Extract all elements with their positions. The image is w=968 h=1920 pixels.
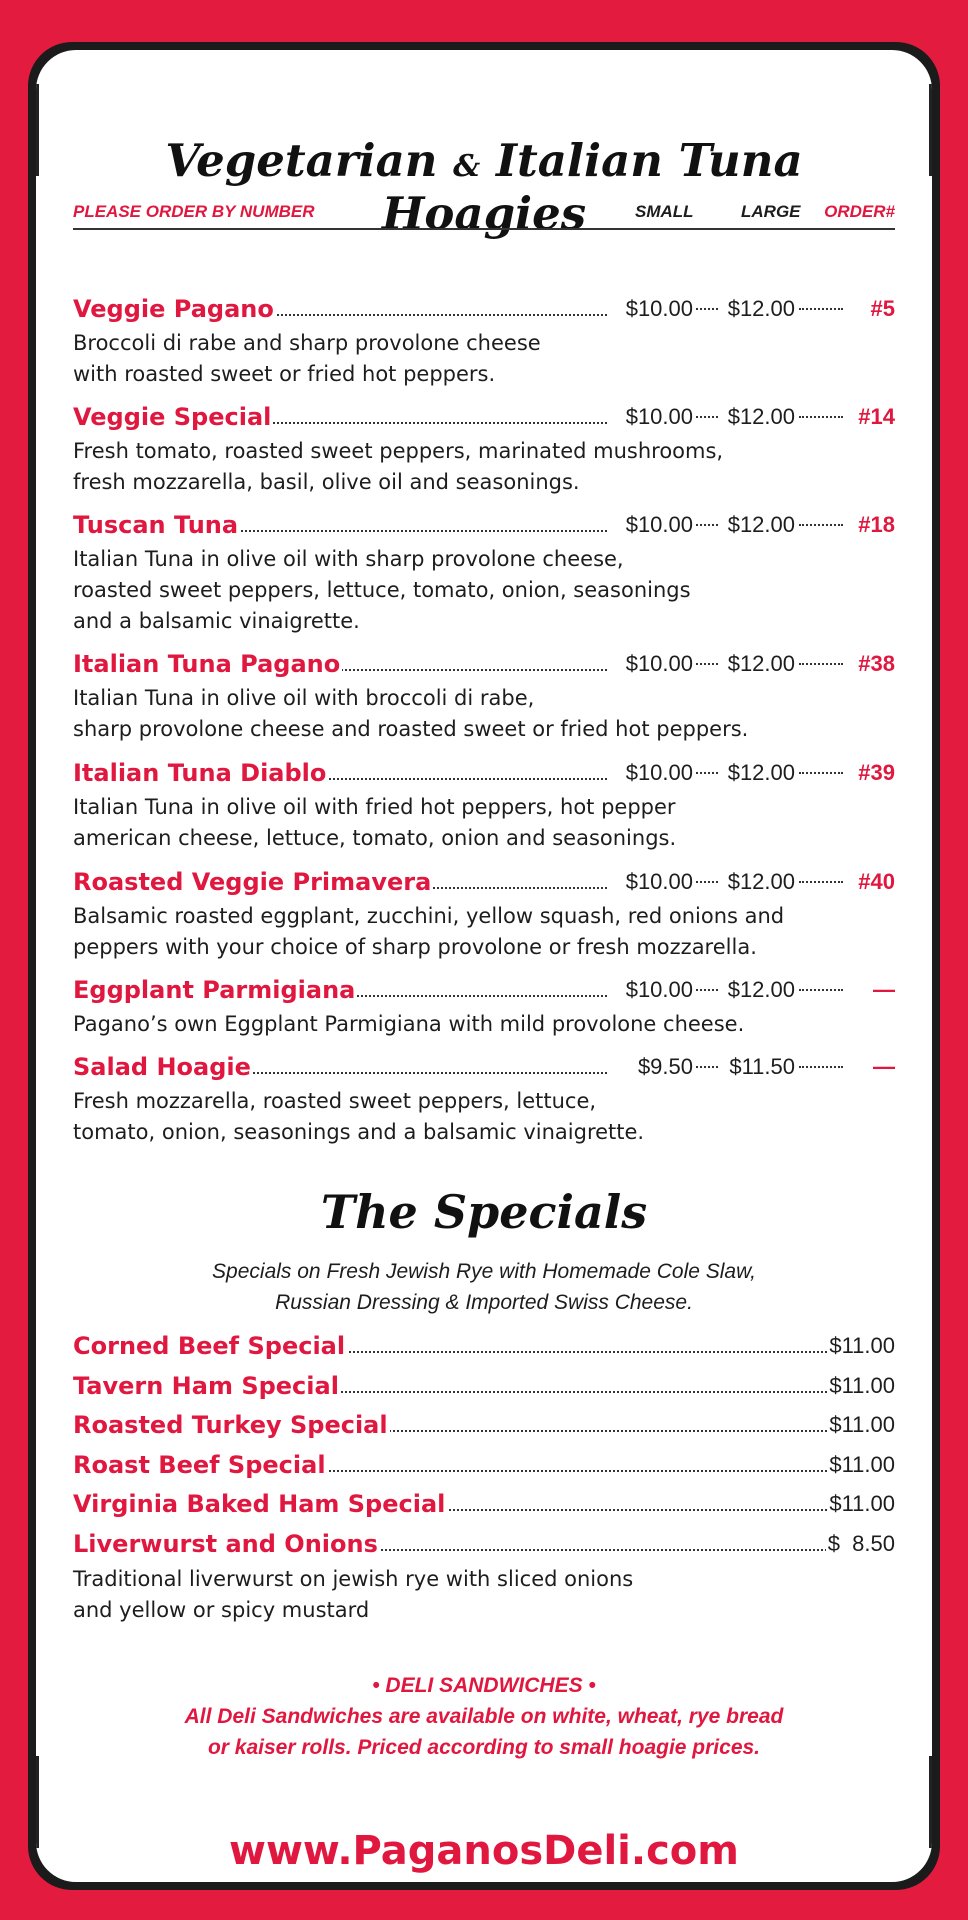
menu-item — [73, 756, 895, 854]
special-item-price: $11.00 — [827, 1408, 895, 1442]
menu-item-row — [73, 508, 895, 542]
menu-item — [73, 1050, 895, 1148]
special-item-name: Roast Beef Special — [73, 1448, 328, 1482]
price-small: $10.00 — [625, 512, 693, 537]
dot-leader — [799, 663, 843, 665]
special-item — [73, 1329, 895, 1363]
menu-item — [73, 973, 895, 1040]
column-small: SMALL — [635, 202, 694, 221]
menu-item-prices — [609, 292, 895, 326]
price-large: $12.00 — [727, 512, 795, 537]
price-small: $10.00 — [625, 296, 693, 321]
order-number: #40 — [858, 869, 895, 894]
dot-leader — [696, 663, 718, 665]
special-item-price: $11.00 — [827, 1448, 895, 1482]
frame-rule-left-bottom — [36, 1756, 39, 1848]
special-item-name: Liverwurst and Onions — [73, 1527, 380, 1561]
menu-item-row — [73, 292, 895, 326]
menu-item-row — [73, 973, 895, 1007]
menu-item-description: Italian Tuna in olive oil with broccoli di rabe, sharp provolone cheese and roasted sweet or fried hot peppers. — [73, 686, 749, 741]
price-large: $12.00 — [727, 296, 795, 321]
frame-rule-right-bottom — [929, 1756, 932, 1848]
dot-leader — [696, 524, 718, 526]
column-header — [73, 202, 895, 230]
special-item-name: Roasted Turkey Special — [73, 1408, 390, 1442]
special-item — [73, 1448, 895, 1482]
price-small: $10.00 — [625, 977, 693, 1002]
menu-item-name: Italian Tuna Pagano — [73, 647, 342, 681]
menu-item-prices — [609, 647, 895, 681]
price-small: $10.00 — [625, 651, 693, 676]
title-part2: Italian Tuna Hoagies — [381, 134, 803, 240]
dot-leader — [696, 772, 718, 774]
specials-subtitle: Specials on Fresh Jewish Rye with Homemade Cole Slaw, Russian Dressing & Imported Swiss Cheese. — [212, 1260, 756, 1314]
special-item-price: $ 8.50 — [826, 1527, 895, 1561]
menu-item-name: Salad Hoagie — [73, 1050, 253, 1084]
order-number: #39 — [858, 760, 895, 785]
menu-item-description: Pagano’s own Eggplant Parmigiana with mild provolone cheese. — [73, 1012, 745, 1036]
menu-item-name: Tuscan Tuna — [73, 508, 240, 542]
dot-leader — [799, 308, 843, 310]
frame-rule-right-top — [929, 84, 932, 176]
menu-card — [36, 50, 932, 1882]
menu-item-description: Fresh tomato, roasted sweet peppers, marinated mushrooms, fresh mozzarella, basil, olive oil and seasonings. — [73, 439, 724, 494]
special-item — [73, 1408, 895, 1442]
deli-text: All Deli Sandwiches are available on white, wheat, rye bread or kaiser rolls. Priced according to small hoagie prices. — [184, 1705, 784, 1759]
order-number: #38 — [858, 651, 895, 676]
special-item-name: Virginia Baked Ham Special — [73, 1487, 447, 1521]
section-title-specials: The Specials — [320, 1185, 648, 1239]
dot-leader — [696, 308, 718, 310]
menu-item-prices — [609, 865, 895, 899]
dot-leader — [696, 416, 718, 418]
menu-item-description: Fresh mozzarella, roasted sweet peppers, lettuce, tomato, onion, seasonings and a balsamic vinaigrette. — [73, 1089, 645, 1144]
price-large: $11.50 — [729, 1054, 795, 1079]
order-number: #5 — [870, 296, 895, 321]
price-large: $12.00 — [727, 651, 795, 676]
menu-item-name: Roasted Veggie Primavera — [73, 865, 433, 899]
liverwurst-description: Traditional liverwurst on jewish rye with sliced onions and yellow or spicy mustard — [73, 1567, 634, 1622]
column-order: ORDER# — [824, 202, 895, 221]
dot-leader — [799, 772, 843, 774]
menu-item-name: Italian Tuna Diablo — [73, 756, 328, 790]
price-large: $12.00 — [727, 869, 795, 894]
menu-item — [73, 508, 895, 637]
special-item-name: Tavern Ham Special — [73, 1369, 341, 1403]
menu-item-row — [73, 1050, 895, 1084]
menu-item-name: Veggie Pagano — [73, 292, 276, 326]
menu-item-prices — [609, 973, 895, 1007]
special-item-price: $11.00 — [827, 1487, 895, 1521]
menu-item — [73, 292, 895, 390]
menu-item-row — [73, 756, 895, 790]
menu-item-row — [73, 400, 895, 434]
title-ampersand: & — [453, 149, 481, 184]
menu-item-description: Italian Tuna in olive oil with fried hot peppers, hot pepper american cheese, lettuce, tomato, onion and seasonings. — [73, 795, 677, 850]
price-large: $12.00 — [727, 977, 795, 1002]
dot-leader — [799, 524, 843, 526]
menu-item-description: Broccoli di rabe and sharp provolone cheese with roasted sweet or fried hot peppers. — [73, 331, 541, 386]
dot-leader — [799, 416, 843, 418]
menu-item-name: Veggie Special — [73, 400, 273, 434]
menu-item-prices — [609, 1050, 895, 1084]
deli-note — [73, 1670, 895, 1763]
frame-rule-left-top — [36, 84, 39, 176]
menu-item-description: Italian Tuna in olive oil with sharp provolone cheese, roasted sweet peppers, lettuce, tomato, onion, seasonings and a balsamic vinaigrette. — [73, 547, 691, 633]
menu-item-prices — [609, 508, 895, 542]
special-item — [73, 1369, 895, 1403]
dot-leader — [696, 1066, 718, 1068]
special-item — [73, 1527, 895, 1561]
column-large: LARGE — [741, 202, 801, 221]
dot-leader — [799, 881, 843, 883]
price-large: $12.00 — [727, 760, 795, 785]
special-item-price: $11.00 — [827, 1369, 895, 1403]
price-small: $9.50 — [637, 1054, 693, 1079]
menu-item-prices — [609, 756, 895, 790]
dot-leader — [799, 989, 843, 991]
dot-leader — [799, 1066, 843, 1068]
menu-item — [73, 647, 895, 745]
menu-item — [73, 400, 895, 498]
menu-item-row — [73, 647, 895, 681]
price-large: $12.00 — [727, 404, 795, 429]
price-small: $10.00 — [625, 869, 693, 894]
order-number: — — [873, 977, 895, 1002]
title-part1: Vegetarian — [165, 134, 438, 187]
deli-heading: • DELI SANDWICHES • — [372, 1674, 596, 1697]
order-number: — — [873, 1054, 895, 1079]
dot-leader — [696, 989, 718, 991]
menu-item-name: Eggplant Parmigiana — [73, 973, 357, 1007]
dot-leader — [696, 881, 718, 883]
order-number: #18 — [858, 512, 895, 537]
menu-item-row — [73, 865, 895, 899]
special-item — [73, 1487, 895, 1521]
menu-item — [73, 865, 895, 963]
order-number: #14 — [858, 404, 895, 429]
price-small: $10.00 — [625, 760, 693, 785]
order-by-number-note: PLEASE ORDER BY NUMBER — [73, 202, 315, 221]
price-small: $10.00 — [625, 404, 693, 429]
menu-item-prices — [609, 400, 895, 434]
special-item-price: $11.00 — [827, 1329, 895, 1363]
website-link[interactable]: www.PaganosDeli.com — [229, 1828, 739, 1874]
menu-item-description: Balsamic roasted eggplant, zucchini, yellow squash, red onions and peppers with your choice of sharp provolone or fresh mozzarella. — [73, 904, 785, 959]
special-item-name: Corned Beef Special — [73, 1329, 347, 1363]
